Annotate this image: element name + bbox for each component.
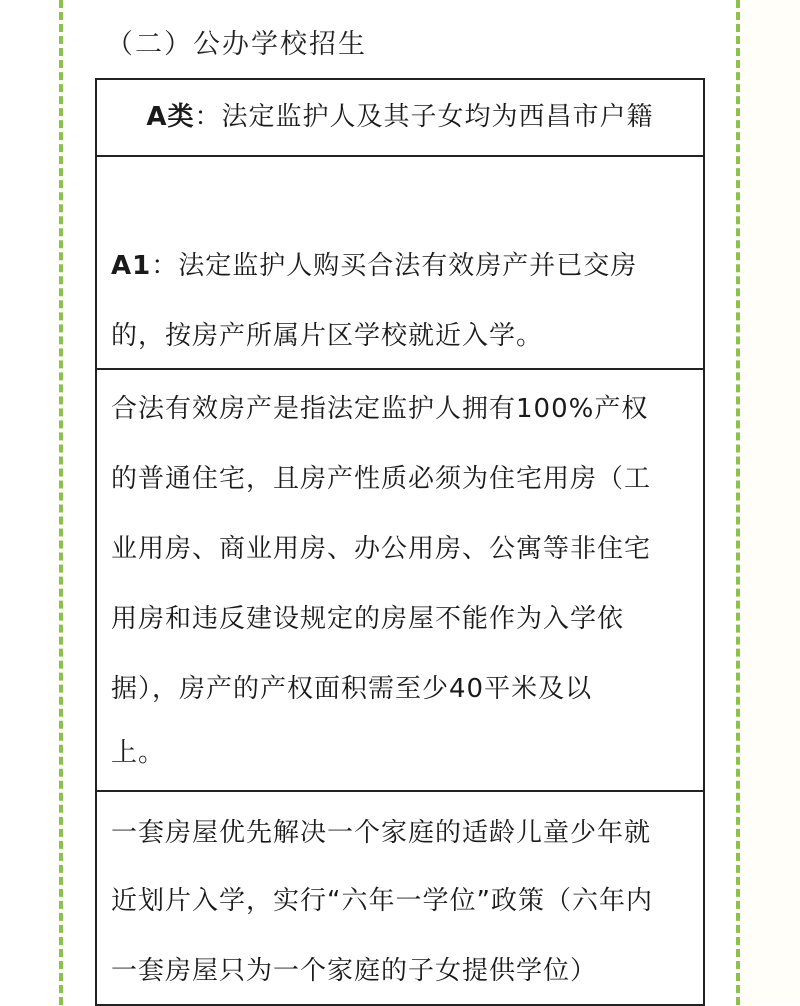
table-header-row (97, 80, 703, 157)
definition-line: 的普通住宅，且房产性质必须为住宅用房（工 (111, 464, 652, 494)
section-title: （二）公办学校招生 (106, 29, 367, 60)
a1-line-1: A1：法定监护人购买合法有效房产并已交房 (111, 251, 638, 281)
one-house-line: 一套房屋只为一个家庭的子女提供学位） (111, 956, 598, 986)
definition-row (97, 370, 703, 792)
left-dashed-border (59, 0, 63, 1005)
category-code: A类 (146, 102, 195, 132)
category-description: ：法定监护人及其子女均为西昌市户籍 (194, 102, 654, 132)
definition-line: 用房和违反建设规定的房屋不能作为入学依 (111, 604, 625, 634)
one-house-line: 近划片入学，实行“六年一学位”政策（六年内 (111, 886, 653, 916)
a1-code: A1 (111, 251, 152, 281)
a1-row (97, 157, 703, 370)
definition-line: 上。 (111, 738, 166, 768)
definition-line: 合法有效房产是指法定监护人拥有100%产权 (111, 394, 649, 424)
definition-line: 业用房、商业用房、办公用房、公寓等非住宅 (111, 534, 652, 564)
one-house-row (97, 792, 703, 1006)
definition-line: 据），房产的产权面积需至少40平米及以 (111, 674, 593, 704)
policy-table (95, 78, 705, 1006)
right-margin (740, 0, 800, 1005)
one-house-line: 一套房屋优先解决一个家庭的适龄儿童少年就 (111, 818, 652, 848)
a1-line-2: 的，按房产所属片区学校就近入学。 (111, 321, 544, 351)
